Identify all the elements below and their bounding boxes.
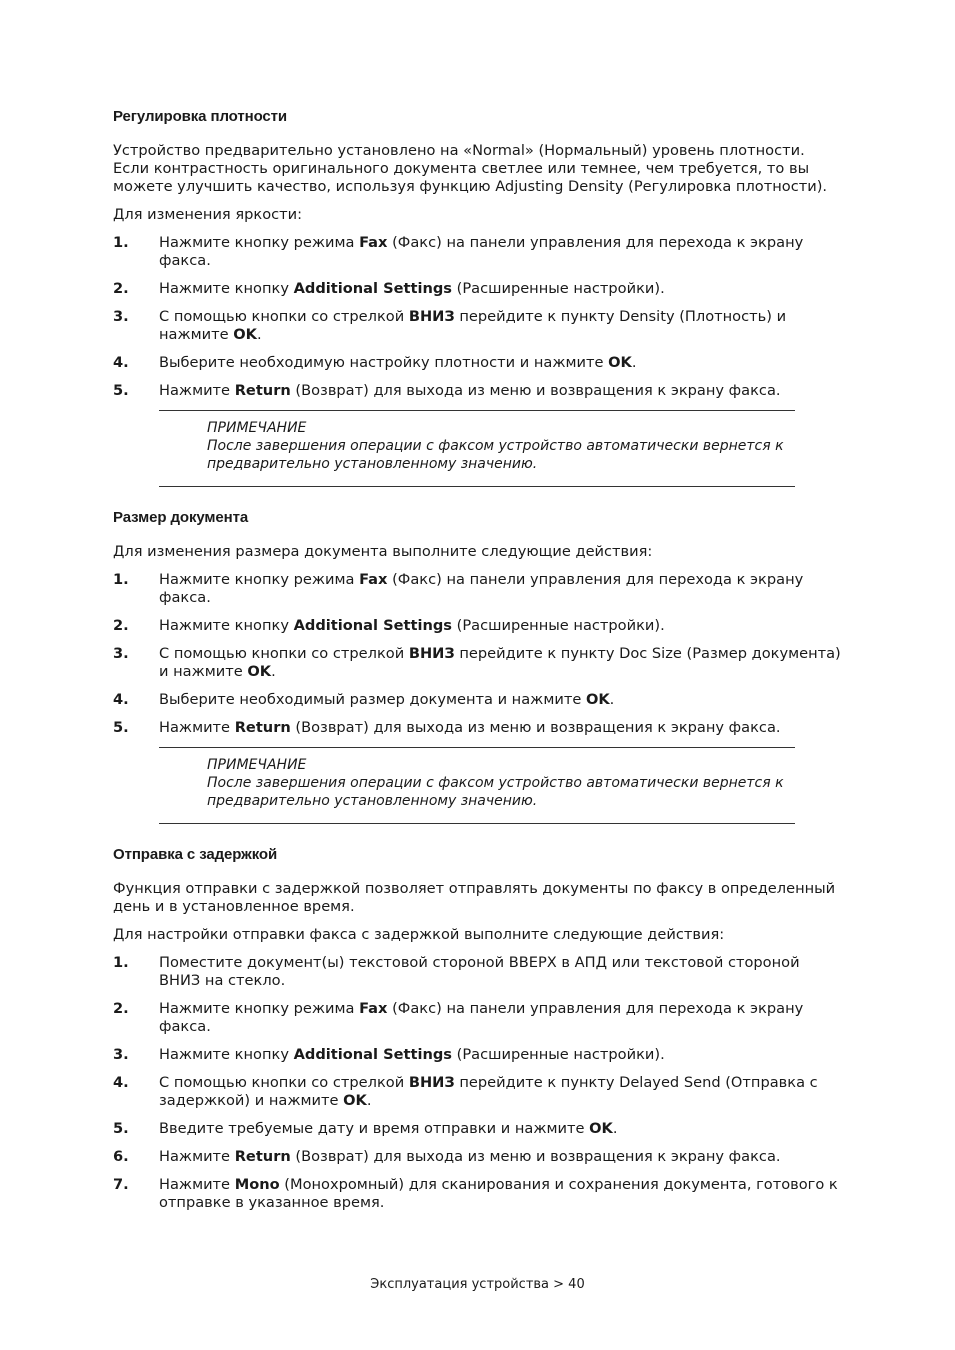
paragraph: Для изменения размера документа выполните следующие действия: [113,543,653,560]
list-item [113,234,841,270]
paragraph: Устройство предварительно установлено на «Normal» (Нормальный) уровень плотности. Если контрастность оригинального документа светлее или темнее, чем требуется, то вы можете улучшить качество, используя функцию Adjusting Density (Регулировка плотности). [113,142,828,195]
step-text: Нажмите кнопку режима [159,571,360,588]
step-text: Выберите необходимый размер документа и нажмите [159,691,586,708]
step-number: 3. [113,1046,129,1063]
step-text: перейдите к пункту Density (Плотность) и нажмите [159,308,787,343]
step-bold: Fax [359,1000,388,1017]
page-footer: Эксплуатация устройства > 40 [370,1277,585,1292]
list-item [113,1176,841,1212]
step-number: 5. [113,382,129,399]
step-bold: Return [234,719,291,736]
step-text: Нажмите [159,719,235,736]
step-text: С помощью кнопки со стрелкой [159,1074,409,1091]
step-number: 1. [113,234,129,251]
step-number: 3. [113,645,129,662]
step-bold: OK [608,354,632,371]
list-item [113,954,841,990]
step-number: 5. [113,1120,129,1137]
step-number: 4. [113,1074,129,1091]
step-bold: OK [585,691,610,708]
steps-list [113,234,841,400]
step-text: (Факс) на панели управления для перехода к экрану факса. [159,234,804,269]
step-text: Поместите документ(ы) текстовой стороной ВВЕРХ в АПД или текстовой стороной ВНИЗ на стекло. [159,954,800,989]
paragraph: Для изменения яркости: [113,206,303,223]
note-title: ПРИМЕЧАНИЕ [207,420,307,436]
steps-list [113,954,841,1212]
step-text: . [612,1120,618,1137]
note-box [159,747,795,824]
step-number: 4. [113,354,129,371]
paragraph: Функция отправки с задержкой позволяет отправлять документы по факсу в определенный день и в установленное время. [113,880,836,915]
step-text: (Расширенные настройки). [452,1046,665,1063]
step-bold: ВНИЗ [408,308,455,325]
step-number: 2. [113,280,129,297]
step-text: . [366,1092,372,1109]
note-title: ПРИМЕЧАНИЕ [207,757,307,773]
steps-list [113,571,841,737]
step-bold: Additional Settings [293,1046,452,1063]
step-text: (Факс) на панели управления для перехода к экрану факса. [159,571,804,606]
step-bold: OK [589,1120,613,1137]
step-number: 3. [113,308,129,325]
list-item [113,691,841,709]
step-text: Нажмите кнопку режима [159,1000,360,1017]
step-text: Нажмите [159,1176,235,1193]
step-number: 6. [113,1148,129,1165]
step-bold: Additional Settings [293,617,452,634]
step-bold: Additional Settings [293,280,452,297]
step-text: Нажмите кнопку [159,1046,294,1063]
list-item [113,382,841,400]
note-text: После завершения операции с факсом устройство автоматически вернется к предварительно установленному значению. [207,775,784,809]
step-text: Введите требуемые дату и время отправки и нажмите [159,1120,590,1137]
step-bold: Return [234,382,291,399]
section-delayed-send [113,846,841,1212]
step-text: С помощью кнопки со стрелкой [159,308,409,325]
step-text: (Возврат) для выхода из меню и возвращения к экрану факса. [290,382,781,399]
step-text: . [271,663,276,680]
note-text: После завершения операции с факсом устройство автоматически вернется к предварительно установленному значению. [207,438,784,472]
section-density [113,108,841,487]
section-heading: Размер документа [113,509,249,526]
step-bold: Mono [234,1176,280,1193]
section-doc-size [113,509,841,824]
step-text: (Расширенные настройки). [452,617,665,634]
step-text: Нажмите [159,1148,235,1165]
list-item [113,354,841,372]
step-text: . [631,354,637,371]
list-item [113,1046,841,1064]
step-text: С помощью кнопки со стрелкой [159,645,409,662]
list-item [113,719,841,737]
step-bold: OK [343,1092,367,1109]
step-text: Нажмите кнопку [159,617,294,634]
step-text: (Расширенные настройки). [452,280,665,297]
step-bold: Return [234,1148,291,1165]
step-text: Нажмите [159,382,235,399]
step-bold: OK [233,326,257,343]
list-item [113,645,841,681]
step-text: Нажмите кнопку [159,280,294,297]
step-number: 2. [113,1000,129,1017]
document-page [113,108,841,1234]
step-text: перейдите к пункту Delayed Send (Отправка с задержкой) и нажмите [159,1074,818,1109]
step-text: . [256,326,262,343]
step-number: 2. [113,617,129,634]
step-text: (Возврат) для выхода из меню и возвращения к экрану факса. [290,719,781,736]
step-text: (Монохромный) для сканирования и сохранения документа, готового к отправке в указанное время. [159,1176,838,1211]
step-number: 4. [113,691,129,708]
step-text: (Возврат) для выхода из меню и возвращения к экрану факса. [290,1148,781,1165]
step-bold: Fax [359,234,388,251]
list-item [113,1120,841,1138]
section-heading: Отправка с задержкой [113,846,278,863]
step-number: 1. [113,571,129,588]
list-item [113,617,841,635]
note-box [159,410,795,487]
list-item [113,280,841,298]
step-number: 5. [113,719,129,736]
step-text: . [609,691,615,708]
step-number: 1. [113,954,129,971]
section-heading: Регулировка плотности [113,108,288,125]
list-item [113,571,841,607]
step-text: перейдите к пункту Doc Size (Размер документа) и нажмите [159,645,841,680]
list-item [113,308,841,344]
step-bold: ВНИЗ [408,1074,455,1091]
step-text: Нажмите кнопку режима [159,234,360,251]
step-bold: OK [247,663,272,680]
step-text: (Факс) на панели управления для перехода к экрану факса. [159,1000,804,1035]
step-bold: ВНИЗ [408,645,455,662]
list-item [113,1074,841,1110]
step-number: 7. [113,1176,129,1193]
step-bold: Fax [359,571,388,588]
list-item [113,1148,841,1166]
paragraph: Для настройки отправки факса с задержкой выполните следующие действия: [113,926,725,943]
step-text: Выберите необходимую настройку плотности и нажмите [159,354,609,371]
list-item [113,1000,841,1036]
